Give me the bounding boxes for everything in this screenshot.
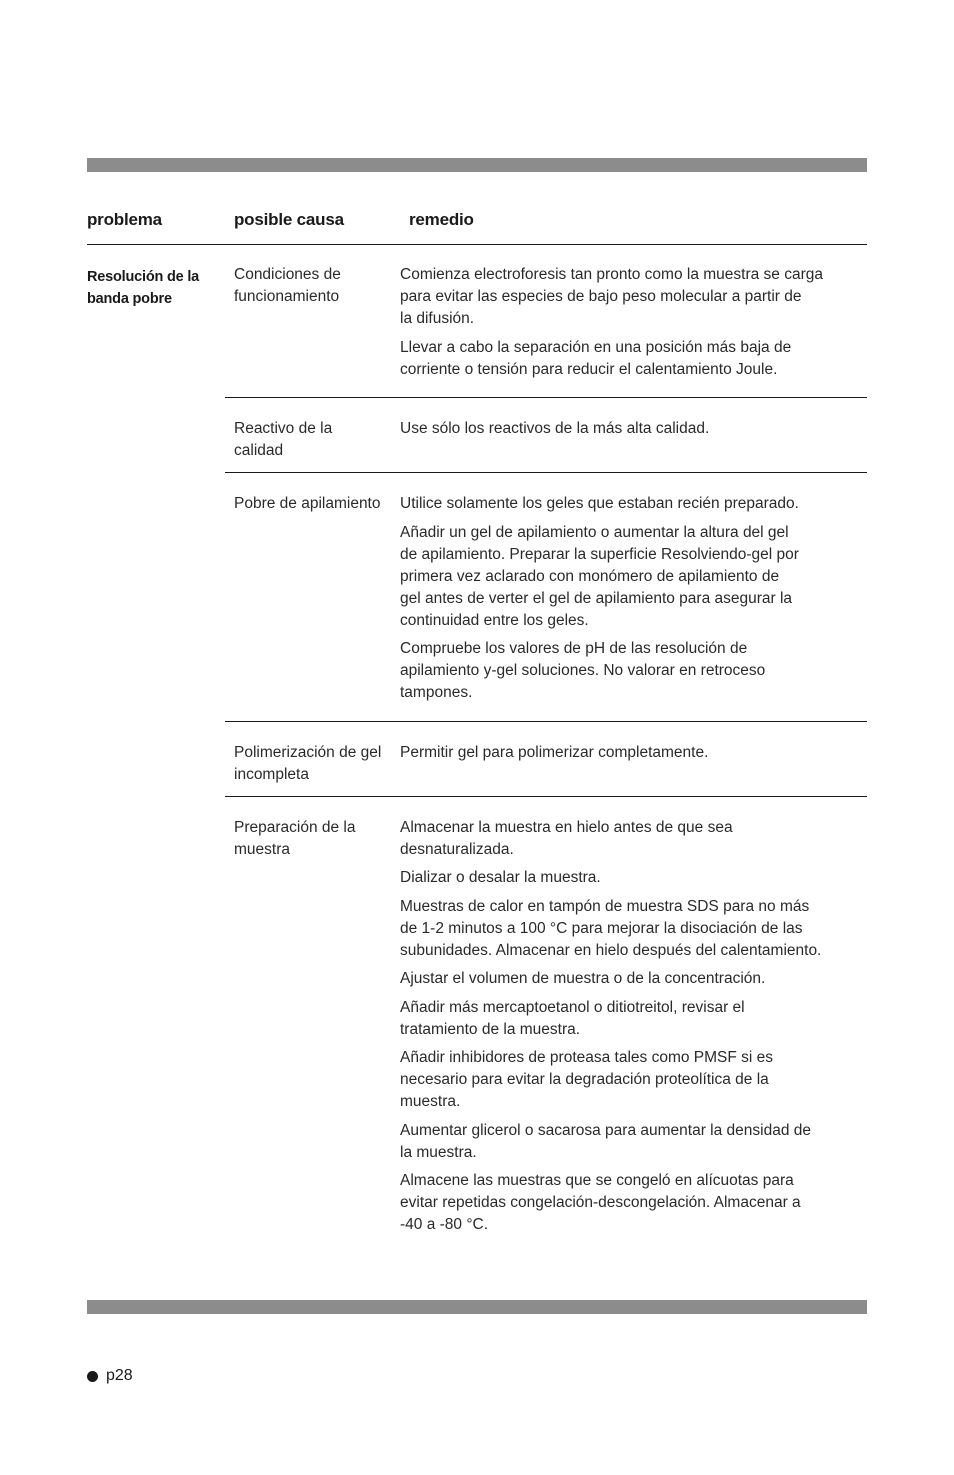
remedy-paragraph: Añadir más mercaptoetanol o ditiotreitol, revisar el tratamiento de la muestra.	[400, 998, 745, 1038]
table-row	[225, 398, 867, 473]
table-row	[225, 722, 867, 797]
remedy-paragraph: Compruebe los valores de pH de las resolución de apilamiento y-gel soluciones. No valorar en retroceso tampones.	[400, 640, 766, 701]
header-cause: posible causa	[234, 210, 344, 229]
remedy-paragraph: Comienza electroforesis tan pronto como la muestra se carga para evitar las especies de bajo peso molecular a partir de la difusión.	[400, 266, 824, 327]
remedy-paragraph: Permitir gel para polimerizar completamente.	[400, 743, 709, 761]
cause-remedy-rows	[225, 244, 867, 1253]
remedy-cell	[400, 493, 867, 711]
remedy-paragraph: Aumentar glicerol o sacarosa para aumentar la densidad de la muestra.	[400, 1121, 811, 1161]
remedy-paragraph: Añadir inhibidores de proteasa tales como PMSF si es necesario para evitar la degradación proteolítica de la muestra.	[400, 1049, 774, 1110]
cause-cell: Polimerización de gel incompleta	[234, 743, 382, 783]
remedy-paragraph: Ajustar el volumen de muestra o de la concentración.	[400, 970, 766, 987]
cause-cell: Preparación de la muestra	[234, 818, 356, 858]
remedy-paragraph: Dializar o desalar la muestra.	[400, 869, 601, 886]
bottom-divider-bar	[87, 1300, 867, 1314]
remedy-cell	[400, 742, 867, 786]
table-header	[87, 210, 867, 245]
cause-cell: Condiciones de funcionamiento	[234, 266, 341, 305]
header-remedy: remedio	[409, 210, 474, 229]
remedy-paragraph: Muestras de calor en tampón de muestra SDS para no más de 1-2 minutos a 100 °C para mejorar la disociación de las subunidades. Almacenar en hielo después del calentamiento.	[400, 897, 822, 959]
remedy-paragraph: Llevar a cabo la separación en una posición más baja de corriente o tensión para reducir el calentamiento Joule.	[400, 338, 792, 378]
remedy-paragraph: Añadir un gel de apilamiento o aumentar la altura del gel de apilamiento. Preparar la superficie Resolviendo-gel por primera vez aclarado con monómero de apilamiento de gel antes de verter el gel de apilamiento para asegurar la continuidad entre los geles.	[400, 523, 799, 629]
remedy-cell	[400, 418, 867, 462]
cause-cell: Reactivo de la calidad	[234, 420, 333, 459]
page-number: p28	[106, 1367, 133, 1384]
remedy-paragraph: Utilice solamente los geles que estaban recién preparado.	[400, 495, 799, 512]
table-row	[225, 473, 867, 722]
remedy-paragraph: Almacenar la muestra en hielo antes de que sea desnaturalizada.	[400, 818, 733, 858]
remedy-paragraph: Almacene las muestras que se congeló en alícuotas para evitar repetidas congelación-descongelación. Almacenar a -40 a -80 °C.	[400, 1172, 801, 1233]
top-divider-bar	[87, 158, 867, 172]
table-row	[225, 244, 867, 398]
page-footer	[87, 1367, 133, 1385]
cause-cell: Pobre de apilamiento	[234, 495, 381, 512]
bullet-dot-icon	[87, 1371, 98, 1382]
remedy-paragraph: Use sólo los reactivos de la más alta calidad.	[400, 420, 710, 437]
remedy-cell	[400, 264, 867, 387]
problem-cell: Resolución de la banda pobre	[87, 269, 200, 307]
remedy-cell	[400, 817, 867, 1243]
table-row	[225, 797, 867, 1253]
header-problem: problema	[87, 210, 162, 229]
